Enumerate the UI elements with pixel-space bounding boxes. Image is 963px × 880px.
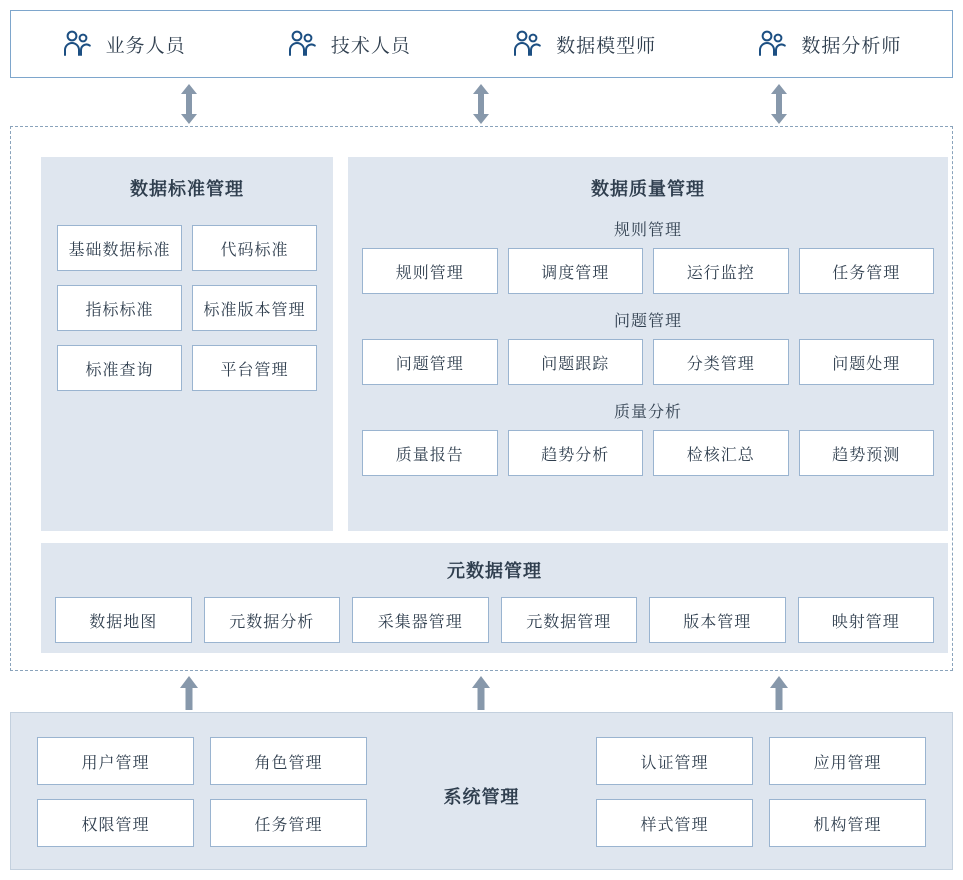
standards-cell[interactable]: 代码标准	[192, 225, 317, 271]
up-arrow-icon	[470, 676, 492, 710]
role-item[interactable]	[512, 30, 656, 58]
system-cell[interactable]: 用户管理	[37, 737, 194, 785]
quality-cell[interactable]: 趋势预测	[799, 430, 935, 476]
metadata-cell[interactable]: 版本管理	[649, 597, 786, 643]
up-arrow-icon	[768, 676, 790, 710]
standards-cell[interactable]: 标准版本管理	[192, 285, 317, 331]
quality-cell[interactable]: 质量报告	[362, 430, 498, 476]
role-item[interactable]	[287, 30, 411, 58]
quality-group-title: 质量分析	[613, 404, 682, 421]
standards-cell[interactable]: 平台管理	[192, 345, 317, 391]
metadata-title: 元数据管理	[447, 561, 542, 581]
metadata-row	[41, 583, 948, 643]
role-item[interactable]	[62, 30, 186, 58]
people-icon	[757, 30, 787, 58]
data-standards-block	[41, 157, 333, 531]
system-management-title: 系统管理	[443, 787, 520, 807]
system-right-grid	[596, 737, 926, 847]
data-standards-grid	[41, 201, 333, 391]
quality-cell[interactable]: 问题跟踪	[508, 339, 644, 385]
system-management-block	[10, 712, 953, 870]
metadata-cell[interactable]: 映射管理	[798, 597, 935, 643]
system-cell[interactable]: 应用管理	[769, 737, 926, 785]
metadata-cell[interactable]: 数据地图	[55, 597, 192, 643]
system-cell[interactable]: 认证管理	[596, 737, 753, 785]
quality-cell[interactable]: 问题管理	[362, 339, 498, 385]
governance-panel	[10, 126, 953, 671]
role-label: 数据分析师	[801, 35, 902, 57]
data-standards-title: 数据标准管理	[130, 179, 244, 199]
double-arrow-icon	[178, 84, 200, 124]
system-cell[interactable]: 任务管理	[210, 799, 367, 847]
role-label: 业务人员	[105, 35, 186, 57]
metadata-cell[interactable]: 元数据分析	[204, 597, 341, 643]
system-cell[interactable]: 权限管理	[37, 799, 194, 847]
quality-cell[interactable]: 趋势分析	[508, 430, 644, 476]
roles-bar	[10, 10, 953, 78]
people-icon	[512, 30, 542, 58]
people-icon	[287, 30, 317, 58]
metadata-cell[interactable]: 元数据管理	[501, 597, 638, 643]
system-cell[interactable]: 机构管理	[769, 799, 926, 847]
role-item[interactable]	[757, 30, 901, 58]
system-left-grid	[37, 737, 367, 847]
system-cell[interactable]: 角色管理	[210, 737, 367, 785]
data-quality-block	[348, 157, 948, 531]
metadata-block	[41, 543, 948, 653]
double-arrow-icon	[470, 84, 492, 124]
quality-cell[interactable]: 任务管理	[799, 248, 935, 294]
quality-group-row	[348, 248, 948, 294]
quality-group-row	[348, 430, 948, 476]
quality-cell[interactable]: 检核汇总	[653, 430, 789, 476]
quality-cell[interactable]: 问题处理	[799, 339, 935, 385]
metadata-cell[interactable]: 采集器管理	[352, 597, 489, 643]
double-arrow-icon	[768, 84, 790, 124]
role-label: 技术人员	[330, 35, 411, 57]
quality-group-row	[348, 339, 948, 385]
standards-cell[interactable]: 指标标准	[57, 285, 182, 331]
up-arrow-icon	[178, 676, 200, 710]
quality-cell[interactable]: 规则管理	[362, 248, 498, 294]
people-icon	[62, 30, 92, 58]
quality-cell[interactable]: 调度管理	[508, 248, 644, 294]
quality-group-title: 问题管理	[613, 313, 682, 330]
quality-cell[interactable]: 运行监控	[653, 248, 789, 294]
role-label: 数据模型师	[556, 35, 657, 57]
data-quality-title: 数据质量管理	[591, 179, 705, 199]
quality-group-title: 规则管理	[613, 222, 682, 239]
standards-cell[interactable]: 基础数据标准	[57, 225, 182, 271]
standards-cell[interactable]: 标准查询	[57, 345, 182, 391]
system-cell[interactable]: 样式管理	[596, 799, 753, 847]
quality-cell[interactable]: 分类管理	[653, 339, 789, 385]
